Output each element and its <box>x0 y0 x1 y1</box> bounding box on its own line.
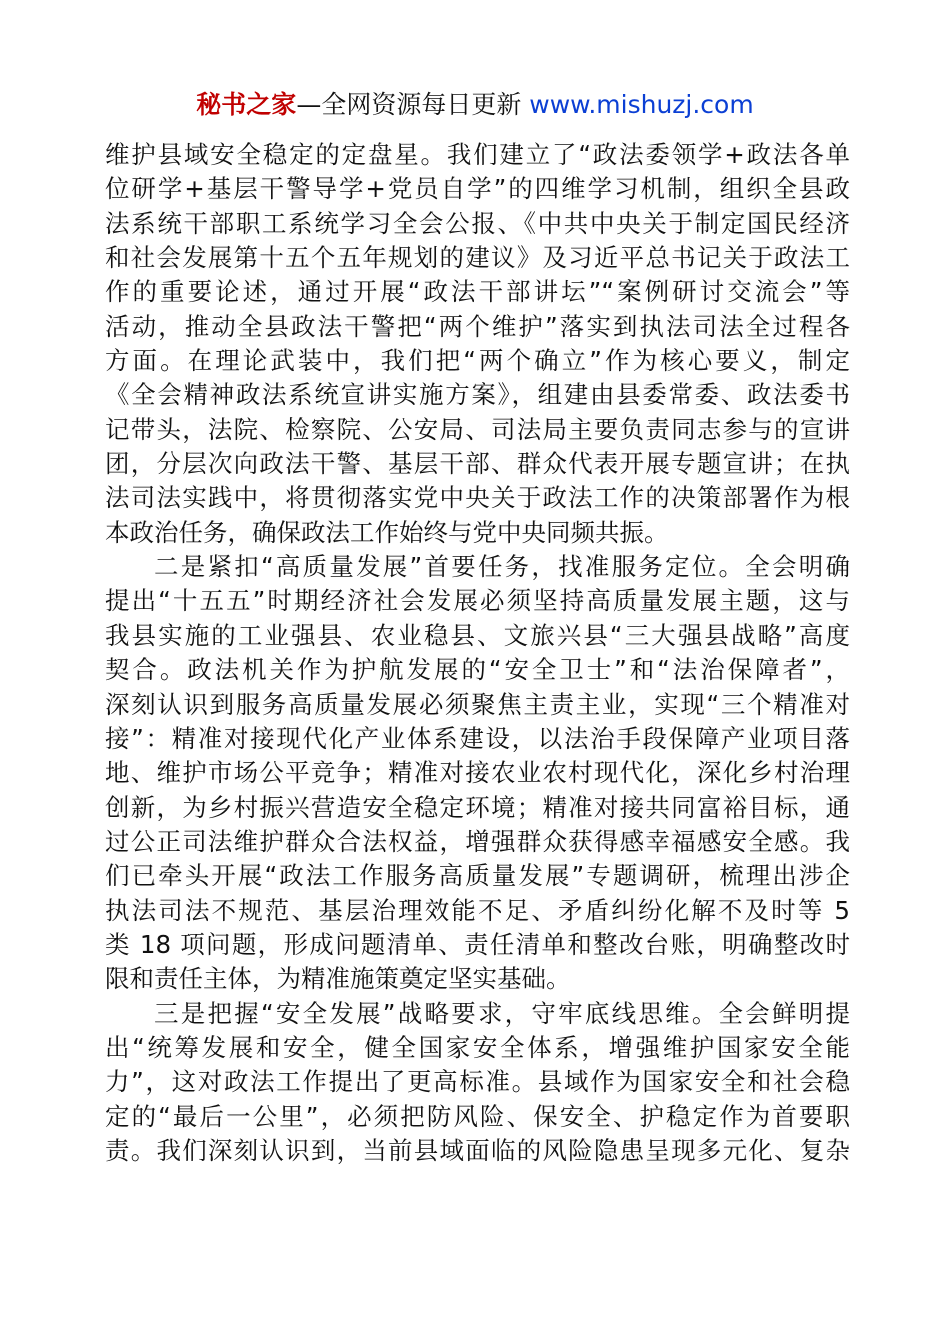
text-line: 法司法实践中，将贯彻落实党中央关于政法工作的决策部署作为根 <box>105 483 850 513</box>
text-line: 提出“十五五”时期经济社会发展必须坚持高质量发展主题，这与 <box>105 586 850 616</box>
text-line: 位研学+基层干警导学+党员自学”的四维学习机制，组织全县政 <box>105 174 850 204</box>
text-line: 和社会发展第十五个五年规划的建议》及习近平总书记关于政法工 <box>105 243 850 273</box>
brand-name: 秘书之家 <box>196 90 297 119</box>
text-line: 地、维护市场公平竞争；精准对接农业农村现代化，深化乡村治理 <box>105 758 850 788</box>
text-line: 过公正司法维护群众合法权益，增强群众获得感幸福感安全感。我 <box>105 826 850 856</box>
text-line: 契合。政法机关作为护航发展的“安全卫士”和“法治保障者”， <box>105 655 850 685</box>
text-line: 本政治任务，确保政法工作始终与党中央同频共振。 <box>105 517 669 547</box>
text-line: 记带头，法院、检察院、公安局、司法局主要负责同志参与的宣讲 <box>105 414 850 444</box>
text-line: 力”，这对政法工作提出了更高标准。县域作为国家安全和社会稳 <box>105 1067 850 1097</box>
text-line: 三是把握“安全发展”战略要求，守牢底线思维。全会鲜明提 <box>154 998 850 1028</box>
text-line: 执法司法不规范、基层治理效能不足、矛盾纠纷化解不及时等 5 <box>105 895 850 925</box>
text-line: 法系统干部职工系统学习全会公报、《中共中央关于制定国民经济 <box>105 208 850 238</box>
text-line: 团，分层次向政法干警、基层干部、群众代表开展专题宣讲；在执 <box>105 449 850 479</box>
text-line: 出“统筹发展和安全，健全国家安全体系，增强维护国家安全能 <box>105 1032 850 1062</box>
site-url-link[interactable]: www.mishuzj.com <box>529 90 754 119</box>
text-line: 们已牵头开展“政法工作服务高质量发展”专题调研，梳理出涉企 <box>105 861 850 891</box>
text-line: 限和责任主体，为精准施策奠定坚实基础。 <box>105 964 571 994</box>
text-line: 接”：精准对接现代化产业体系建设，以法治手段保障产业项目落 <box>105 723 850 753</box>
page-header <box>0 88 950 122</box>
text-line: 责。我们深刻认识到，当前县域面临的风险隐患呈现多元化、复杂 <box>105 1135 850 1165</box>
header-tagline: —全网资源每日更新 <box>296 90 522 119</box>
text-line: 定的“最后一公里”，必须把防风险、保安全、护稳定作为首要职 <box>105 1101 850 1131</box>
text-line: 《全会精神政法系统宣讲实施方案》，组建由县委常委、政法委书 <box>105 380 850 410</box>
text-line: 方面。在理论武装中，我们把“两个确立”作为核心要义，制定 <box>105 346 850 376</box>
text-line: 创新，为乡村振兴营造安全稳定环境；精准对接共同富裕目标，通 <box>105 792 850 822</box>
document-body <box>105 138 850 1168</box>
text-line: 类 18 项问题，形成问题清单、责任清单和整改台账，明确整改时 <box>105 929 850 959</box>
text-line: 活动，推动全县政法干警把“两个维护”落实到执法司法全过程各 <box>105 311 850 341</box>
text-line: 我县实施的工业强县、农业稳县、文旅兴县“三大强县战略”高度 <box>105 620 850 650</box>
text-line: 作的重要论述，通过开展“政法干部讲坛”“案例研讨交流会”等 <box>105 277 850 307</box>
text-line: 维护县域安全稳定的定盘星。我们建立了“政法委领学+政法各单 <box>105 140 850 169</box>
text-line: 深刻认识到服务高质量发展必须聚焦主责主业，实现“三个精准对 <box>105 689 850 719</box>
text-line: 二是紧扣“高质量发展”首要任务，找准服务定位。全会明确 <box>154 552 850 582</box>
